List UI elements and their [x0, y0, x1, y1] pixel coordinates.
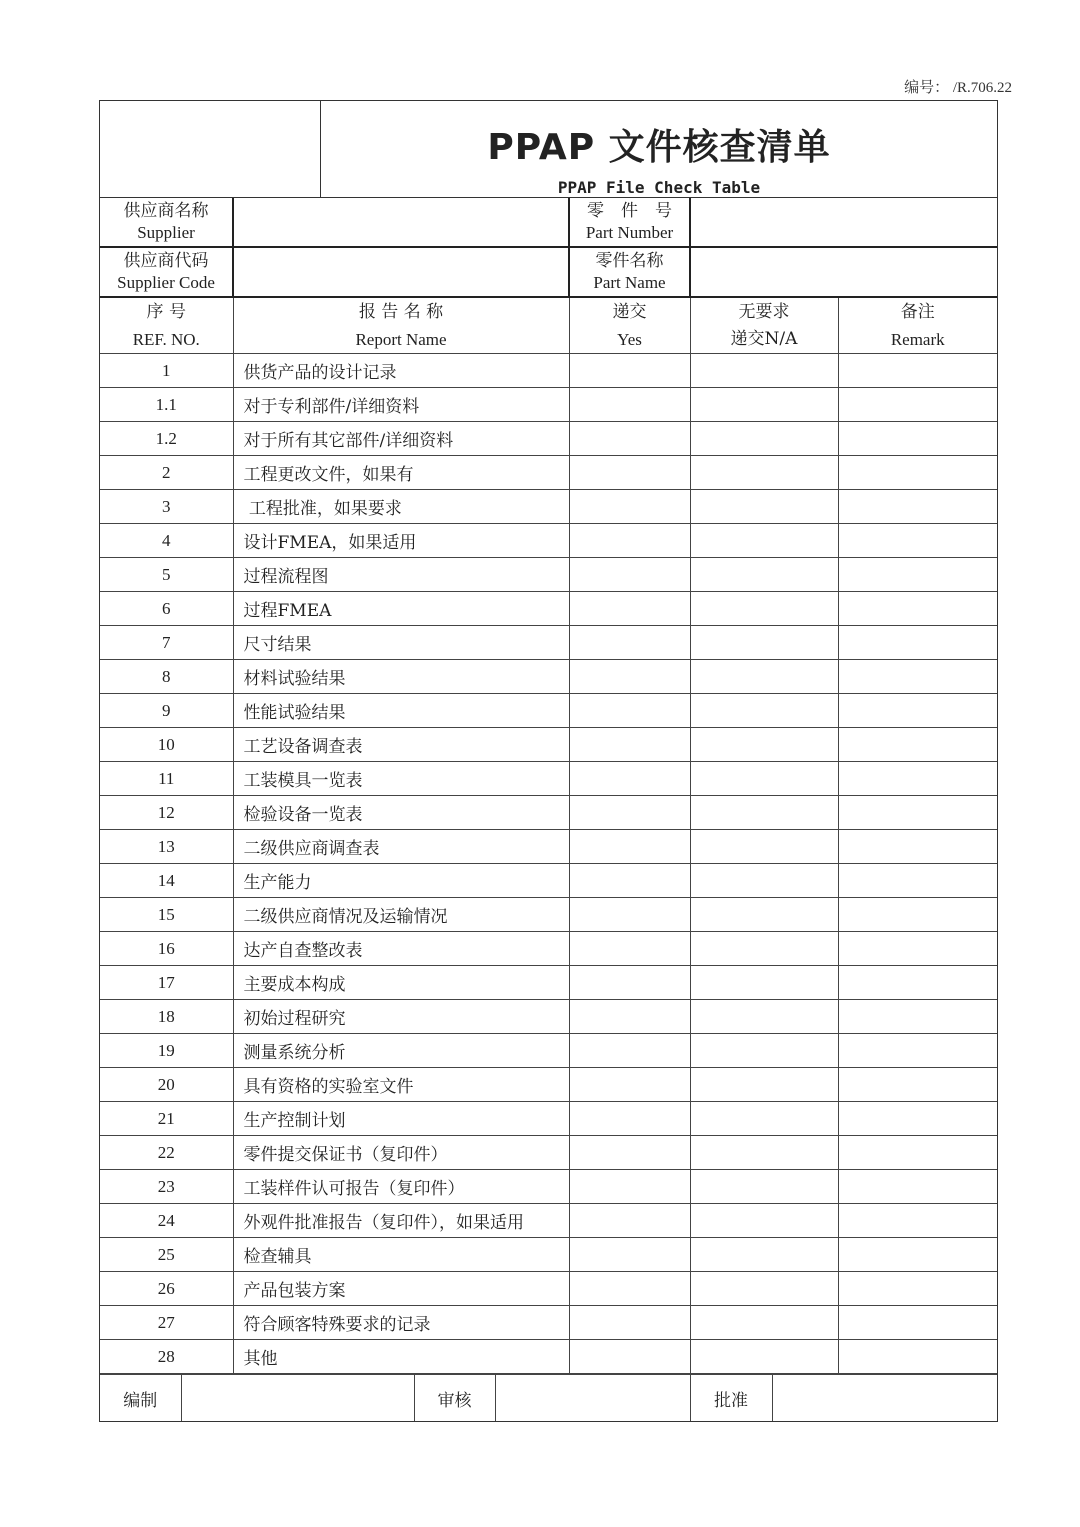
na-cell[interactable] — [690, 864, 838, 898]
na-cell[interactable] — [690, 898, 838, 932]
yes-cell[interactable] — [569, 422, 690, 456]
ref-number: 18 — [100, 1000, 233, 1034]
remark-cell[interactable] — [838, 1136, 997, 1170]
yes-cell[interactable] — [569, 1170, 690, 1204]
report-name: 尺寸结果 — [233, 626, 569, 660]
remark-cell[interactable] — [838, 1068, 997, 1102]
reviewed-label: 审核 — [414, 1375, 495, 1422]
na-cell[interactable] — [690, 1170, 838, 1204]
report-name: 对于所有其它部件/详细资料 — [233, 422, 569, 456]
na-cell[interactable] — [690, 422, 838, 456]
remark-cell[interactable] — [838, 1034, 997, 1068]
table-row — [100, 1306, 997, 1340]
table-row — [100, 1272, 997, 1306]
remark-cell[interactable] — [838, 558, 997, 592]
table-row — [100, 1170, 997, 1204]
yes-cell[interactable] — [569, 830, 690, 864]
supplier-label-cn: 供应商名称 — [123, 201, 209, 221]
yes-cell[interactable] — [569, 1068, 690, 1102]
table-row — [100, 728, 997, 762]
table-row — [100, 966, 997, 1000]
ref-number: 13 — [100, 830, 233, 864]
yes-cell[interactable] — [569, 1204, 690, 1238]
ref-number: 12 — [100, 796, 233, 830]
table-row — [100, 422, 997, 456]
supplier-label — [100, 198, 233, 247]
title-area — [321, 101, 997, 197]
na-cell[interactable] — [690, 1306, 838, 1340]
na-cell[interactable] — [690, 456, 838, 490]
report-name: 检验设备一览表 — [233, 796, 569, 830]
ref-number: 25 — [100, 1238, 233, 1272]
remark-cell[interactable] — [838, 1340, 997, 1374]
supplier-field[interactable] — [233, 198, 569, 247]
na-cell[interactable] — [690, 728, 838, 762]
remark-cell[interactable] — [838, 524, 997, 558]
remark-cell[interactable] — [838, 1306, 997, 1340]
supplier-label-en: Supplier — [137, 223, 195, 242]
ref-number: 24 — [100, 1204, 233, 1238]
supplier-code-label-en: Supplier Code — [117, 273, 215, 292]
part-name-label-cn: 零件名称 — [595, 251, 664, 271]
yes-cell[interactable] — [569, 864, 690, 898]
na-cell[interactable] — [690, 354, 838, 388]
part-number-label — [569, 198, 690, 247]
yes-cell[interactable] — [569, 728, 690, 762]
na-cell[interactable] — [690, 796, 838, 830]
part-name-label — [569, 247, 690, 297]
yes-cell[interactable] — [569, 932, 690, 966]
yes-cell[interactable] — [569, 456, 690, 490]
remark-cell[interactable] — [838, 660, 997, 694]
report-name: 二级供应商情况及运输情况 — [233, 898, 569, 932]
yes-cell[interactable] — [569, 592, 690, 626]
yes-cell[interactable] — [569, 1238, 690, 1272]
page-title: PPAP 文件核查清单 — [487, 127, 831, 168]
table-row — [100, 1136, 997, 1170]
yes-cell[interactable] — [569, 796, 690, 830]
part-number-label-cn: 零 件 号 — [587, 201, 672, 221]
table-row — [100, 1204, 997, 1238]
report-name: 性能试验结果 — [233, 694, 569, 728]
page-subtitle: PPAP File Check Table — [557, 178, 761, 197]
prepared-label: 编制 — [100, 1375, 181, 1422]
ref-number: 9 — [100, 694, 233, 728]
remark-cell[interactable] — [838, 354, 997, 388]
ref-number: 2 — [100, 456, 233, 490]
ref-number: 11 — [100, 762, 233, 796]
report-name: 供货产品的设计记录 — [233, 354, 569, 388]
table-row — [100, 388, 997, 422]
report-name: 主要成本构成 — [233, 966, 569, 1000]
part-number-field[interactable] — [690, 198, 997, 247]
remark-cell[interactable] — [838, 966, 997, 1000]
table-row — [100, 796, 997, 830]
col-na — [690, 298, 838, 354]
remark-cell[interactable] — [838, 694, 997, 728]
approved-label: 批准 — [690, 1375, 772, 1422]
ref-number: 15 — [100, 898, 233, 932]
remark-cell[interactable] — [838, 728, 997, 762]
table-row — [100, 1000, 997, 1034]
supplier-code-field[interactable] — [233, 247, 569, 297]
table-row — [100, 1068, 997, 1102]
yes-cell[interactable] — [569, 1034, 690, 1068]
yes-cell[interactable] — [569, 1306, 690, 1340]
report-name: 测量系统分析 — [233, 1034, 569, 1068]
column-header-row — [100, 298, 997, 354]
report-name: 材料试验结果 — [233, 660, 569, 694]
table-row — [100, 354, 997, 388]
na-cell[interactable] — [690, 1238, 838, 1272]
part-name-label-en: Part Name — [593, 273, 666, 292]
col-na-cn: 无要求 — [738, 301, 790, 322]
col-report-name-cn: 报 告 名 称 — [358, 301, 444, 322]
supplier-code-label — [100, 247, 233, 297]
report-name: 生产能力 — [233, 864, 569, 898]
ref-number: 4 — [100, 524, 233, 558]
na-cell[interactable] — [690, 1068, 838, 1102]
approved-field[interactable] — [772, 1375, 997, 1422]
report-name: 工艺设备调查表 — [233, 728, 569, 762]
report-name: 其他 — [233, 1340, 569, 1374]
table-row — [100, 626, 997, 660]
yes-cell[interactable] — [569, 966, 690, 1000]
report-name: 外观件批准报告（复印件），如果适用 — [233, 1204, 569, 1238]
col-remark-en: Remark — [890, 329, 945, 349]
yes-cell[interactable] — [569, 524, 690, 558]
remark-cell[interactable] — [838, 1170, 997, 1204]
col-remark — [838, 298, 997, 354]
report-name: 对于专利部件/详细资料 — [233, 388, 569, 422]
table-row — [100, 694, 997, 728]
ref-number: 7 — [100, 626, 233, 660]
remark-cell[interactable] — [838, 830, 997, 864]
na-cell[interactable] — [690, 762, 838, 796]
reviewed-field[interactable] — [495, 1375, 690, 1422]
ref-number: 3 — [100, 490, 233, 524]
table-row — [100, 456, 997, 490]
yes-cell[interactable] — [569, 762, 690, 796]
ref-number: 16 — [100, 932, 233, 966]
ref-number: 1.1 — [100, 388, 233, 422]
na-cell[interactable] — [690, 694, 838, 728]
report-name: 设计FMEA，如果适用 — [233, 524, 569, 558]
yes-cell[interactable] — [569, 1000, 690, 1034]
ref-number: 21 — [100, 1102, 233, 1136]
yes-cell[interactable] — [569, 354, 690, 388]
ref-number: 1 — [100, 354, 233, 388]
col-yes-cn: 递交 — [612, 301, 647, 322]
yes-cell[interactable] — [569, 1136, 690, 1170]
na-cell[interactable] — [690, 660, 838, 694]
table-row — [100, 524, 997, 558]
yes-cell[interactable] — [569, 558, 690, 592]
items-body — [100, 354, 997, 1374]
table-row — [100, 660, 997, 694]
ref-number: 1.2 — [100, 422, 233, 456]
col-ref-en: REF. NO. — [132, 329, 200, 349]
report-name: 检查辅具 — [233, 1238, 569, 1272]
na-cell[interactable] — [690, 592, 838, 626]
na-cell[interactable] — [690, 388, 838, 422]
ref-number: 20 — [100, 1068, 233, 1102]
na-cell[interactable] — [690, 932, 838, 966]
yes-cell[interactable] — [569, 490, 690, 524]
ref-number: 22 — [100, 1136, 233, 1170]
yes-cell[interactable] — [569, 694, 690, 728]
remark-cell[interactable] — [838, 864, 997, 898]
na-cell[interactable] — [690, 558, 838, 592]
table-row — [100, 1238, 997, 1272]
report-name: 工程批准，如果要求 — [233, 490, 569, 524]
na-cell[interactable] — [690, 1034, 838, 1068]
report-name: 符合顾客特殊要求的记录 — [233, 1306, 569, 1340]
yes-cell[interactable] — [569, 388, 690, 422]
remark-cell[interactable] — [838, 1238, 997, 1272]
document-number: 编号： /R.706.22 — [904, 80, 1012, 96]
part-number-label-en: Part Number — [585, 223, 674, 242]
report-name: 生产控制计划 — [233, 1102, 569, 1136]
remark-cell[interactable] — [838, 932, 997, 966]
remark-cell[interactable] — [838, 1204, 997, 1238]
ref-number: 28 — [100, 1340, 233, 1374]
col-report-name-en: Report Name — [355, 329, 447, 349]
yes-cell[interactable] — [569, 898, 690, 932]
report-name: 产品包装方案 — [233, 1272, 569, 1306]
na-cell[interactable] — [690, 1272, 838, 1306]
na-cell[interactable] — [690, 1204, 838, 1238]
na-cell[interactable] — [690, 1340, 838, 1374]
col-remark-cn: 备注 — [900, 301, 935, 322]
report-name: 初始过程研究 — [233, 1000, 569, 1034]
remark-cell[interactable] — [838, 592, 997, 626]
table-row — [100, 864, 997, 898]
ref-number: 5 — [100, 558, 233, 592]
prepared-field[interactable] — [181, 1375, 414, 1422]
table-row — [100, 592, 997, 626]
na-cell[interactable] — [690, 1136, 838, 1170]
na-cell[interactable] — [690, 626, 838, 660]
items-table — [100, 298, 997, 1374]
yes-cell[interactable] — [569, 1102, 690, 1136]
yes-cell[interactable] — [569, 1340, 690, 1374]
na-cell[interactable] — [690, 1000, 838, 1034]
remark-cell[interactable] — [838, 490, 997, 524]
na-cell[interactable] — [690, 830, 838, 864]
remark-cell[interactable] — [838, 762, 997, 796]
remark-cell[interactable] — [838, 422, 997, 456]
report-name: 二级供应商调查表 — [233, 830, 569, 864]
yes-cell[interactable] — [569, 660, 690, 694]
na-cell[interactable] — [690, 1102, 838, 1136]
table-row — [100, 1102, 997, 1136]
yes-cell[interactable] — [569, 1272, 690, 1306]
table-row — [100, 490, 997, 524]
table-row — [100, 1340, 997, 1374]
table-row — [100, 558, 997, 592]
signoff-table — [100, 1374, 997, 1421]
table-row — [100, 830, 997, 864]
remark-cell[interactable] — [838, 1272, 997, 1306]
table-row — [100, 932, 997, 966]
report-name: 工装样件认可报告（复印件） — [233, 1170, 569, 1204]
col-yes — [569, 298, 690, 354]
supplier-info-table — [100, 198, 997, 298]
report-name: 达产自查整改表 — [233, 932, 569, 966]
yes-cell[interactable] — [569, 626, 690, 660]
col-ref — [100, 298, 233, 354]
remark-cell[interactable] — [838, 456, 997, 490]
na-cell[interactable] — [690, 966, 838, 1000]
table-row — [100, 898, 997, 932]
remark-cell[interactable] — [838, 626, 997, 660]
remark-cell[interactable] — [838, 1102, 997, 1136]
remark-cell[interactable] — [838, 898, 997, 932]
ref-number: 23 — [100, 1170, 233, 1204]
col-ref-cn: 序 号 — [146, 301, 186, 322]
ref-number: 8 — [100, 660, 233, 694]
ref-number: 10 — [100, 728, 233, 762]
remark-cell[interactable] — [838, 388, 997, 422]
ref-number: 6 — [100, 592, 233, 626]
check-table-sheet — [99, 100, 998, 1422]
report-name: 工程更改文件，如果有 — [233, 456, 569, 490]
na-cell[interactable] — [690, 524, 838, 558]
report-name: 过程流程图 — [233, 558, 569, 592]
table-row — [100, 762, 997, 796]
table-row — [100, 1034, 997, 1068]
report-name: 工装模具一览表 — [233, 762, 569, 796]
remark-cell[interactable] — [838, 796, 997, 830]
col-yes-en: Yes — [617, 329, 642, 349]
remark-cell[interactable] — [838, 1000, 997, 1034]
report-name: 零件提交保证书（复印件） — [233, 1136, 569, 1170]
header — [100, 101, 997, 198]
na-cell[interactable] — [690, 490, 838, 524]
col-na-en: 递交N/A — [730, 328, 798, 349]
col-report-name — [233, 298, 569, 354]
ref-number: 14 — [100, 864, 233, 898]
supplier-code-label-cn: 供应商代码 — [123, 251, 209, 271]
report-name: 具有资格的实验室文件 — [233, 1068, 569, 1102]
report-name: 过程FMEA — [233, 592, 569, 626]
ref-number: 27 — [100, 1306, 233, 1340]
ref-number: 26 — [100, 1272, 233, 1306]
ref-number: 17 — [100, 966, 233, 1000]
part-name-field[interactable] — [690, 247, 997, 297]
logo-area — [100, 101, 321, 197]
ref-number: 19 — [100, 1034, 233, 1068]
